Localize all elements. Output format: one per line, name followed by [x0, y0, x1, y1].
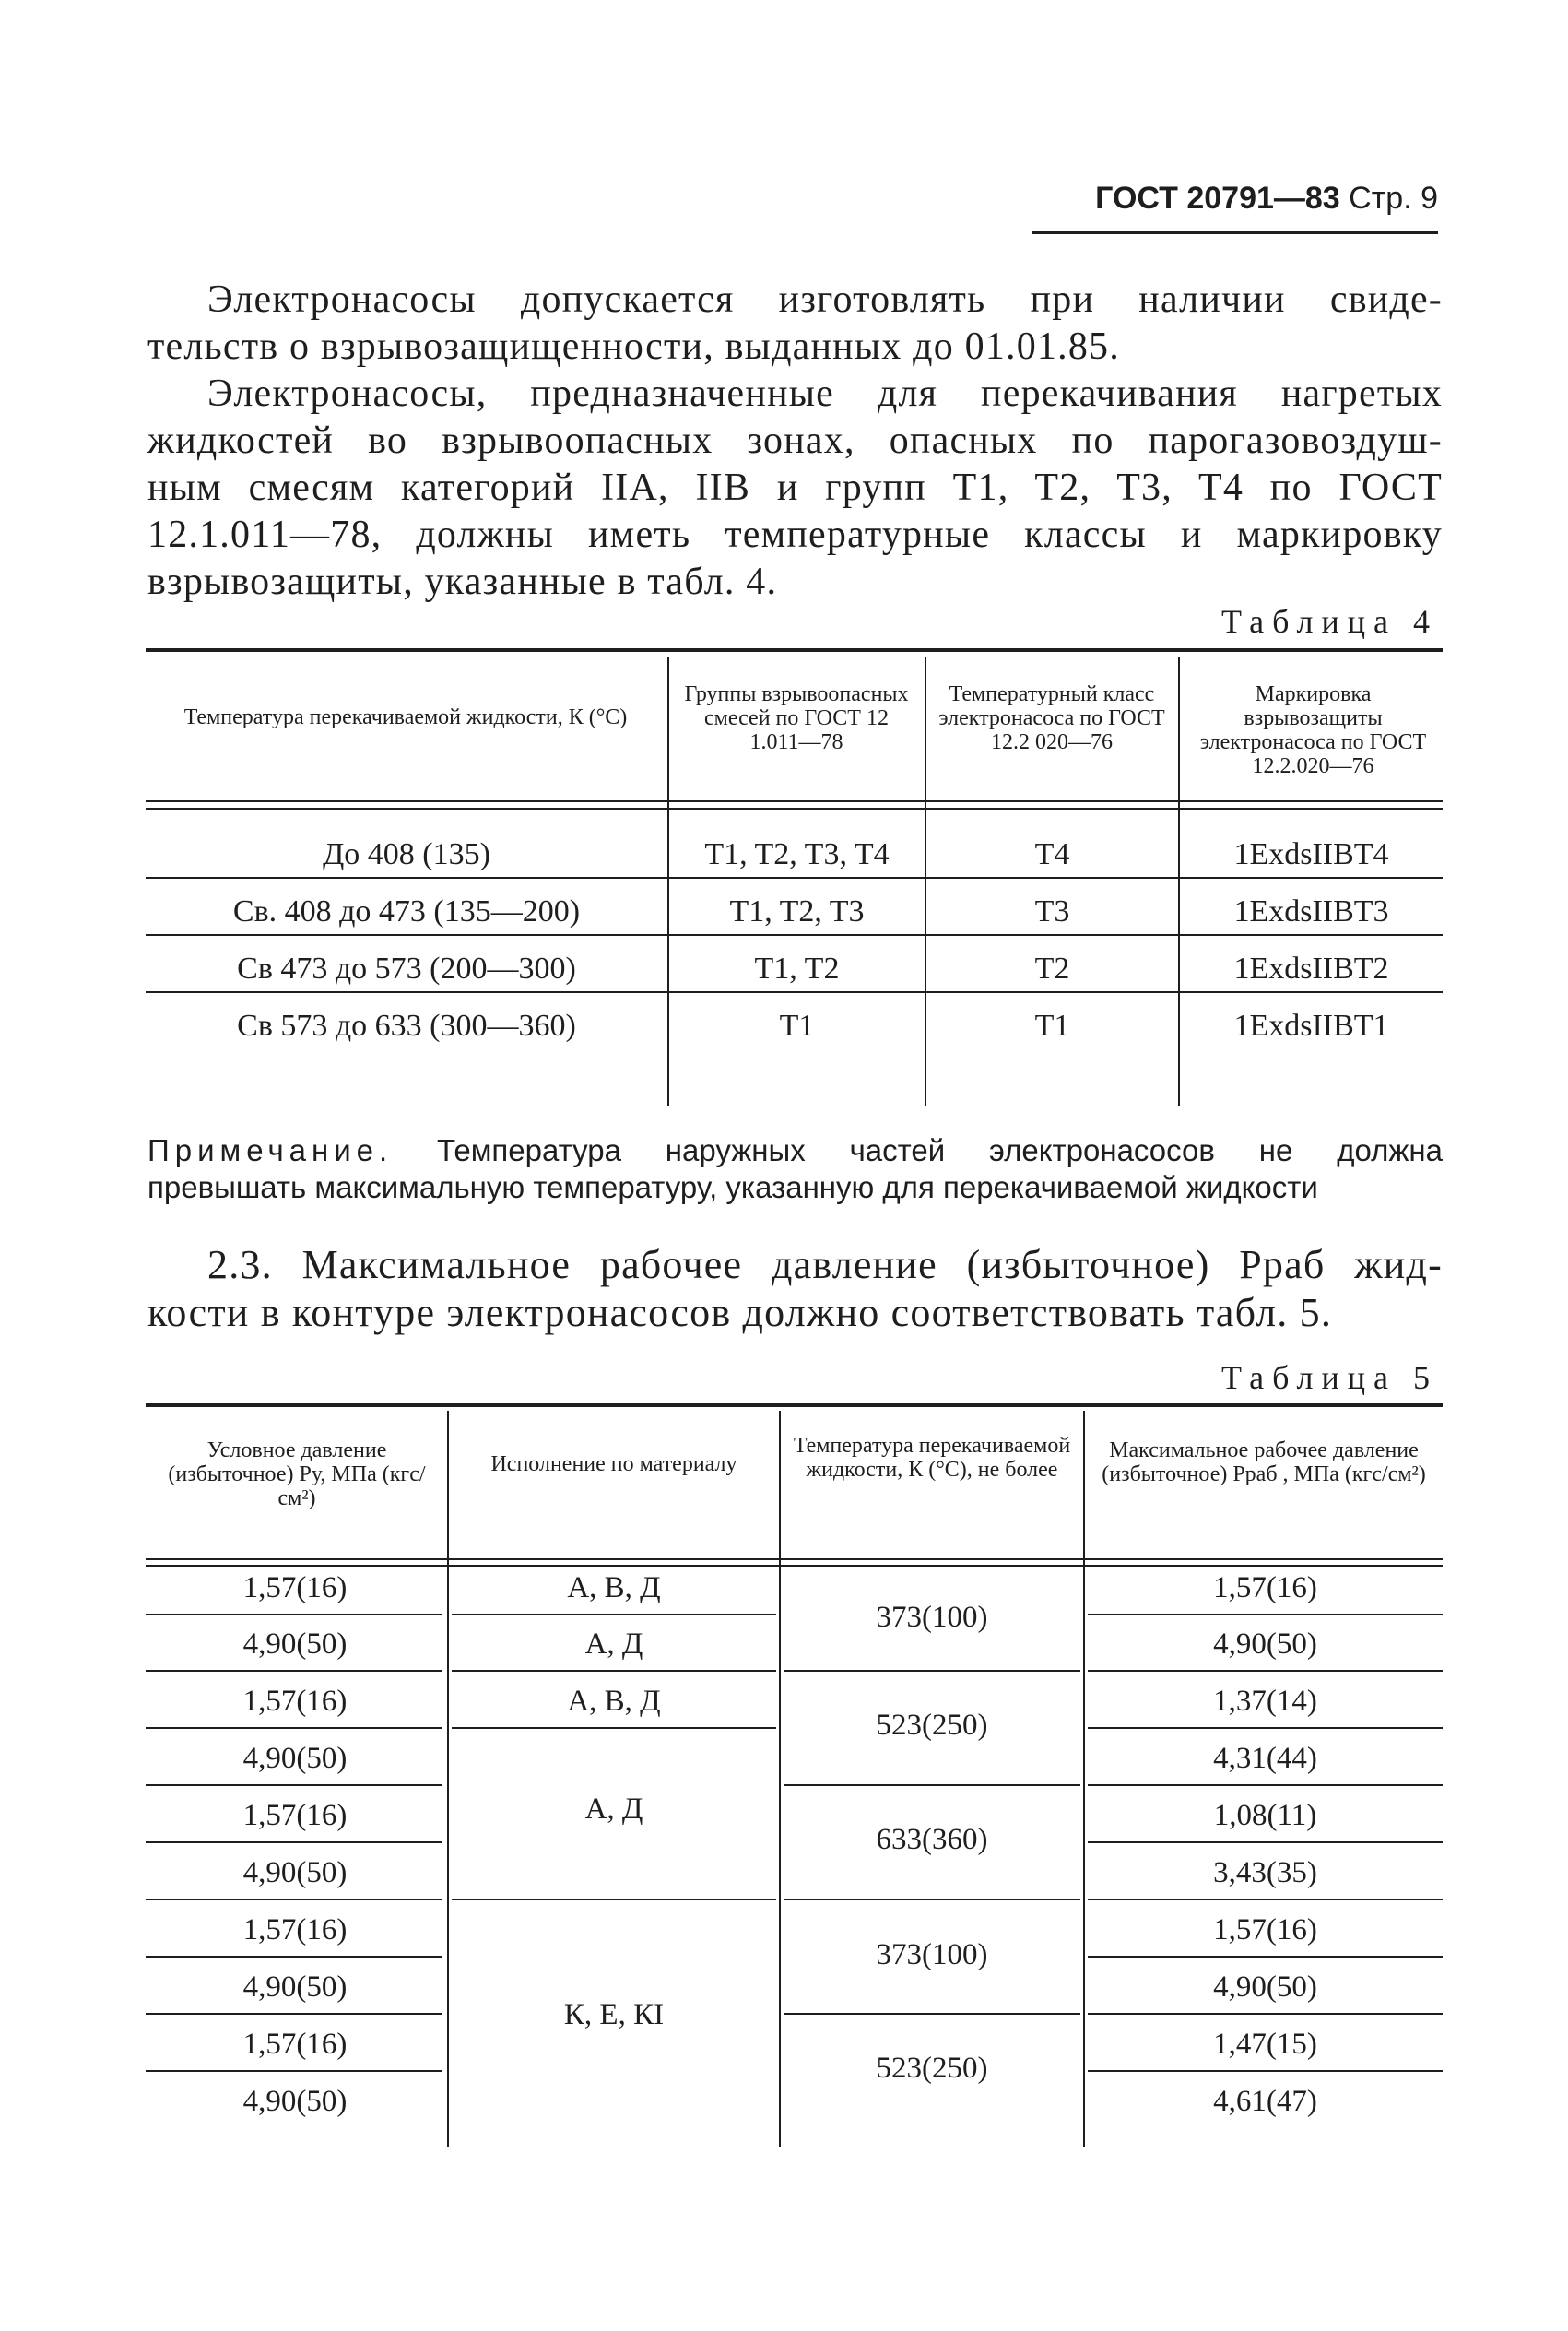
max-pressure-cell: 1,47(15) — [1213, 2028, 1317, 2061]
material-cell: А, Д — [584, 1793, 643, 1826]
row-rule — [784, 1899, 1080, 1900]
nominal-pressure-cell: 1,57(16) — [242, 1913, 348, 1946]
table-cell: T4 — [1034, 837, 1070, 871]
row-rule — [1088, 1841, 1443, 1843]
column-divider — [779, 1411, 781, 2147]
max-pressure-cell: 4,31(44) — [1213, 1742, 1317, 1775]
table-4-caption: Таблица 4 — [1221, 603, 1438, 640]
temperature-cell: 523(250) — [876, 1709, 988, 1742]
row-rule — [784, 2013, 1080, 2015]
note-line: превышать максимальную температуру, указанную для перекачиваемой жидкости — [147, 1170, 1318, 1204]
row-rule — [1088, 2013, 1443, 2015]
material-cell: А, В, Д — [567, 1685, 661, 1718]
text-line: Электронасосы, предназначенные для перекачивания нагретых — [207, 373, 1443, 415]
row-rule — [784, 1670, 1080, 1672]
text-line: взрывозащиты, указанные в табл. 4. — [147, 561, 778, 603]
table-cell: Св 573 до 633 (300—360) — [237, 1009, 576, 1043]
text-line: ным смесям категорий IIA, IIB и групп T1, T2, T3, T4 по ГОСТ — [147, 467, 1443, 509]
row-rule — [1088, 1899, 1443, 1900]
table-5-caption: Таблица 5 — [1221, 1359, 1438, 1396]
nominal-pressure-cell: 1,57(16) — [242, 1685, 348, 1718]
nominal-pressure-cell: 4,90(50) — [242, 1970, 348, 2004]
text-line: 2.3. Максимальное рабочее давление (избыточное) Pраб жид- — [207, 1242, 1443, 1287]
row-rule — [146, 1784, 442, 1786]
material-cell: А, Д — [584, 1627, 643, 1661]
row-rule — [146, 1670, 442, 1672]
table-cell: Св 473 до 573 (200—300) — [237, 952, 576, 986]
column-header: Температурный класс электронасоса по ГОСТ 12.2 020—76 — [938, 682, 1165, 754]
column-header: Максимальное рабочее давление (избыточное) Pраб , МПа (кгс/см²) — [1102, 1438, 1426, 1486]
max-pressure-cell: 4,90(50) — [1213, 1970, 1317, 2004]
table-top-rule — [146, 1403, 1443, 1407]
table-note — [147, 1132, 1443, 1206]
table-cell: T3 — [1034, 894, 1070, 929]
table-cell: 1ExdsIIBT2 — [1233, 952, 1389, 986]
row-rule — [1088, 2070, 1443, 2072]
row-rule — [1088, 1956, 1443, 1958]
nominal-pressure-cell: 1,57(16) — [242, 2028, 348, 2061]
table-cell: T1, T2 — [754, 952, 840, 986]
nominal-pressure-cell: 4,90(50) — [242, 1742, 348, 1775]
table-cell: T2 — [1034, 952, 1070, 986]
max-pressure-cell: 4,90(50) — [1213, 1627, 1317, 1661]
column-divider — [1083, 1411, 1085, 2147]
column-header: Исполнение по материалу — [490, 1452, 737, 1476]
note-text: Температура наружных частей электронасосов не должна — [437, 1133, 1443, 1167]
column-header: Температура перекачиваемой жидкости, К (°С), не более — [793, 1434, 1071, 1482]
table-cell: 1ExdsIIBT4 — [1233, 837, 1389, 871]
column-header: Условное давление (избыточное) Pу, МПа (кгс/см²) — [168, 1438, 426, 1510]
temperature-cell: 373(100) — [876, 1938, 988, 1971]
nominal-pressure-cell: 4,90(50) — [242, 1627, 348, 1661]
table-cell: T1 — [1034, 1009, 1070, 1043]
column-header: Маркировка взрывозащиты электронасоса по ГОСТ 12.2.020—76 — [1199, 682, 1427, 778]
row-rule — [1088, 1670, 1443, 1672]
table-cell: Св. 408 до 473 (135—200) — [232, 894, 581, 929]
row-rule — [146, 934, 1443, 936]
table-cell: T1, T2, T3 — [729, 894, 865, 929]
column-header: Группы взрывоопасных смесей по ГОСТ 12 1.011—78 — [684, 682, 909, 754]
row-rule — [146, 1614, 442, 1615]
max-pressure-cell: 3,43(35) — [1213, 1856, 1317, 1889]
text-line: жидкостей во взрывоопасных зонах, опасных по парогазовоздуш- — [147, 420, 1443, 462]
note-line — [147, 1132, 1443, 1169]
nominal-pressure-cell: 1,57(16) — [242, 1799, 348, 1832]
row-rule — [452, 1614, 776, 1615]
paragraph-1 — [147, 277, 1443, 371]
table-cell: 1ExdsIIBT1 — [1233, 1009, 1389, 1043]
page-header — [1032, 181, 1438, 234]
temperature-cell: 523(250) — [876, 2052, 988, 2085]
header-rule — [146, 1558, 1443, 1560]
header-rule — [146, 808, 1443, 810]
table-cell: До 408 (135) — [323, 837, 490, 871]
row-rule — [146, 1727, 442, 1729]
note-label: Примечание. — [147, 1133, 394, 1167]
table-cell: T1 — [779, 1009, 815, 1043]
column-header: Температура перекачиваемой жидкости, К (°С) — [183, 705, 628, 729]
row-rule — [452, 1670, 776, 1672]
paragraph-2 — [147, 371, 1443, 606]
material-cell: А, В, Д — [567, 1571, 661, 1604]
max-pressure-cell: 4,61(47) — [1213, 2085, 1317, 2118]
max-pressure-cell: 1,08(11) — [1213, 1799, 1317, 1832]
row-rule — [146, 1956, 442, 1958]
max-pressure-cell: 1,57(16) — [1213, 1571, 1317, 1604]
table-cell: T1, T2, T3, T4 — [704, 837, 890, 871]
paragraph-2-3 — [147, 1241, 1443, 1337]
table-cell: 1ExdsIIBT3 — [1233, 894, 1389, 929]
page-number: Стр. 9 — [1349, 181, 1438, 216]
row-rule — [146, 1899, 442, 1900]
row-rule — [146, 991, 1443, 993]
row-rule — [146, 2013, 442, 2015]
text-line: тельств о взрывозащищенности, выданных до 01.01.85. — [147, 325, 1120, 368]
temperature-cell: 373(100) — [876, 1601, 988, 1634]
material-cell: К, Е, КI — [563, 1998, 665, 2031]
max-pressure-cell: 1,37(14) — [1213, 1685, 1317, 1718]
column-divider — [447, 1411, 449, 2147]
row-rule — [1088, 1727, 1443, 1729]
row-rule — [1088, 1784, 1443, 1786]
row-rule — [1088, 1614, 1443, 1615]
nominal-pressure-cell: 4,90(50) — [242, 2085, 348, 2118]
row-rule — [452, 1899, 776, 1900]
row-rule — [452, 1727, 776, 1729]
text-line: 12.1.011—78, должны иметь температурные классы и маркировку — [147, 514, 1443, 556]
text-line: Электронасосы допускается изготовлять при наличии свиде- — [207, 278, 1443, 321]
header-rule — [146, 1565, 1443, 1567]
max-pressure-cell: 1,57(16) — [1213, 1913, 1317, 1946]
standard-code: ГОСТ 20791—83 — [1095, 181, 1340, 216]
temperature-cell: 633(360) — [876, 1823, 988, 1856]
row-rule — [146, 1841, 442, 1843]
table-top-rule — [146, 648, 1443, 652]
text-line: кости в контуре электронасосов должно соответствовать табл. 5. — [147, 1290, 1333, 1335]
row-rule — [146, 2070, 442, 2072]
nominal-pressure-cell: 4,90(50) — [242, 1856, 348, 1889]
row-rule — [784, 1784, 1080, 1786]
header-rule — [146, 800, 1443, 802]
nominal-pressure-cell: 1,57(16) — [242, 1571, 348, 1604]
row-rule — [146, 877, 1443, 879]
